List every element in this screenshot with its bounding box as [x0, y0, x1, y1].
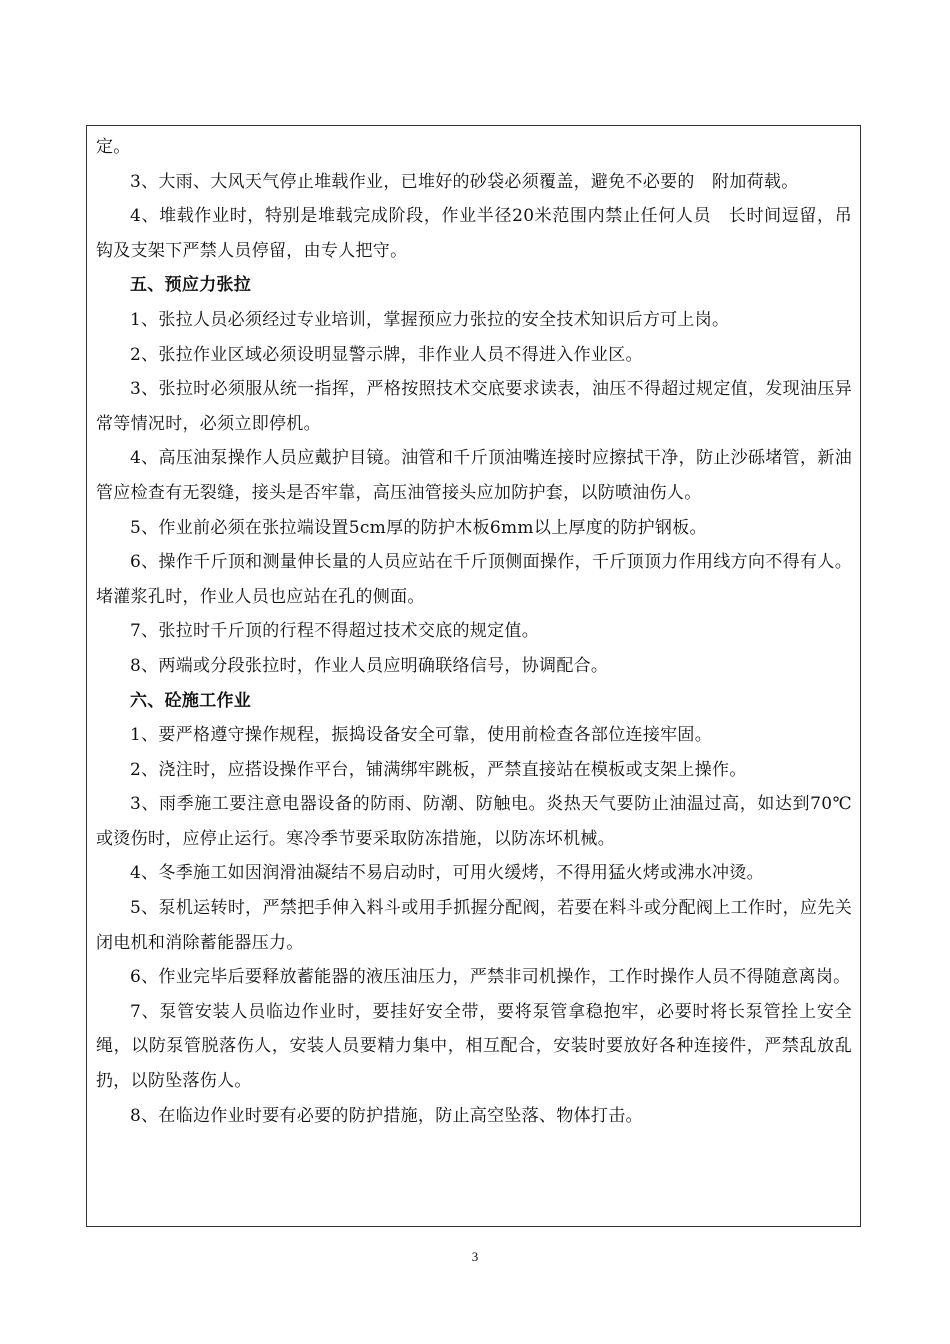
paragraph: 5、泵机运转时，严禁把手伸入料斗或用手抓握分配阀，若要在料斗或分配阀上工作时，应先关闭电机和消除蓄能器压力。: [96, 898, 852, 953]
paragraph: 4、冬季施工如因润滑油凝结不易启动时，可用火缓烤，不得用猛火烤或沸水冲烫。: [130, 863, 764, 884]
paragraph: 1、张拉人员必须经过专业培训，掌握预应力张拉的安全技术知识后方可上岗。: [130, 309, 730, 330]
paragraph: 3、雨季施工要注意电器设备的防雨、防潮、防触电。炎热天气要防止油温过高，如达到70℃或烫伤时，应停止运行。寒冷季节要采取防冻措施，以防冻坏机械。: [96, 794, 852, 849]
page-number: 3: [471, 1249, 479, 1264]
paragraph: 定。: [96, 137, 131, 157]
section-heading: 六、砼施工作业: [130, 690, 252, 711]
paragraph: 3、大雨、大风天气停止堆载作业，已堆好的砂袋必须覆盖，避免不必要的 附加荷载。: [130, 171, 799, 192]
paragraph: 3、张拉时必须服从统一指挥，严格按照技术交底要求读表，油压不得超过规定值，发现油压异常等情况时，必须立即停机。: [96, 379, 852, 434]
paragraph: 1、要严格遵守操作规程，振捣设备安全可靠，使用前检查各部位连接牢固。: [130, 725, 713, 746]
paragraph: 6、操作千斤顶和测量伸长量的人员应站在千斤顶侧面操作，千斤顶顶力作用线方向不得有人。堵灌浆孔时，作业人员也应站在孔的侧面。: [96, 552, 852, 607]
paragraph: 4、高压油泵操作人员应戴护目镜。油管和千斤顶油嘴连接时应擦拭干净，防止沙砾堵管，新油管应检查有无裂缝，接头是否牢靠，高压油管接头应加防护套，以防喷油伤人。: [96, 448, 852, 503]
paragraph: 8、两端或分段张拉时，作业人员应明确联络信号，协调配合。: [130, 655, 609, 676]
paragraph: 8、在临边作业时要有必要的防护措施，防止高空坠落、物体打击。: [130, 1105, 643, 1126]
paragraph: 7、泵管安装人员临边作业时，要挂好安全带，要将泵管拿稳抱牢，必要时将长泵管拴上安全绳，以防泵管脱落伤人，安装人员要精力集中，相互配合，安装时要放好各种连接件，严禁乱放乱扔，以防坠落伤人。: [96, 1001, 852, 1092]
section-heading: 五、预应力张拉: [130, 275, 252, 296]
paragraph: 5、作业前必须在张拉端设置5cm厚的防护木板6mm以上厚度的防护钢板。: [130, 517, 707, 538]
paragraph: 2、浇注时，应搭设操作平台，铺满绑牢跳板，严禁直接站在模板或支架上操作。: [130, 759, 747, 780]
paragraph: 2、张拉作业区域必须设明显警示牌，非作业人员不得进入作业区。: [130, 344, 643, 365]
content-frame: [86, 125, 861, 1227]
paragraph: 6、作业完毕后要释放蓄能器的液压油压力，严禁非司机操作，工作时操作人员不得随意离岗。: [130, 967, 851, 988]
paragraph: 7、张拉时千斤顶的行程不得超过技术交底的规定值。: [130, 621, 540, 642]
document-body: [96, 130, 852, 1133]
paragraph: 4、堆载作业时，特别是堆载完成阶段，作业半径20米范围内禁止任何人员 长时间逗留，吊钩及支架下严禁人员停留，由专人把守。: [96, 206, 852, 261]
